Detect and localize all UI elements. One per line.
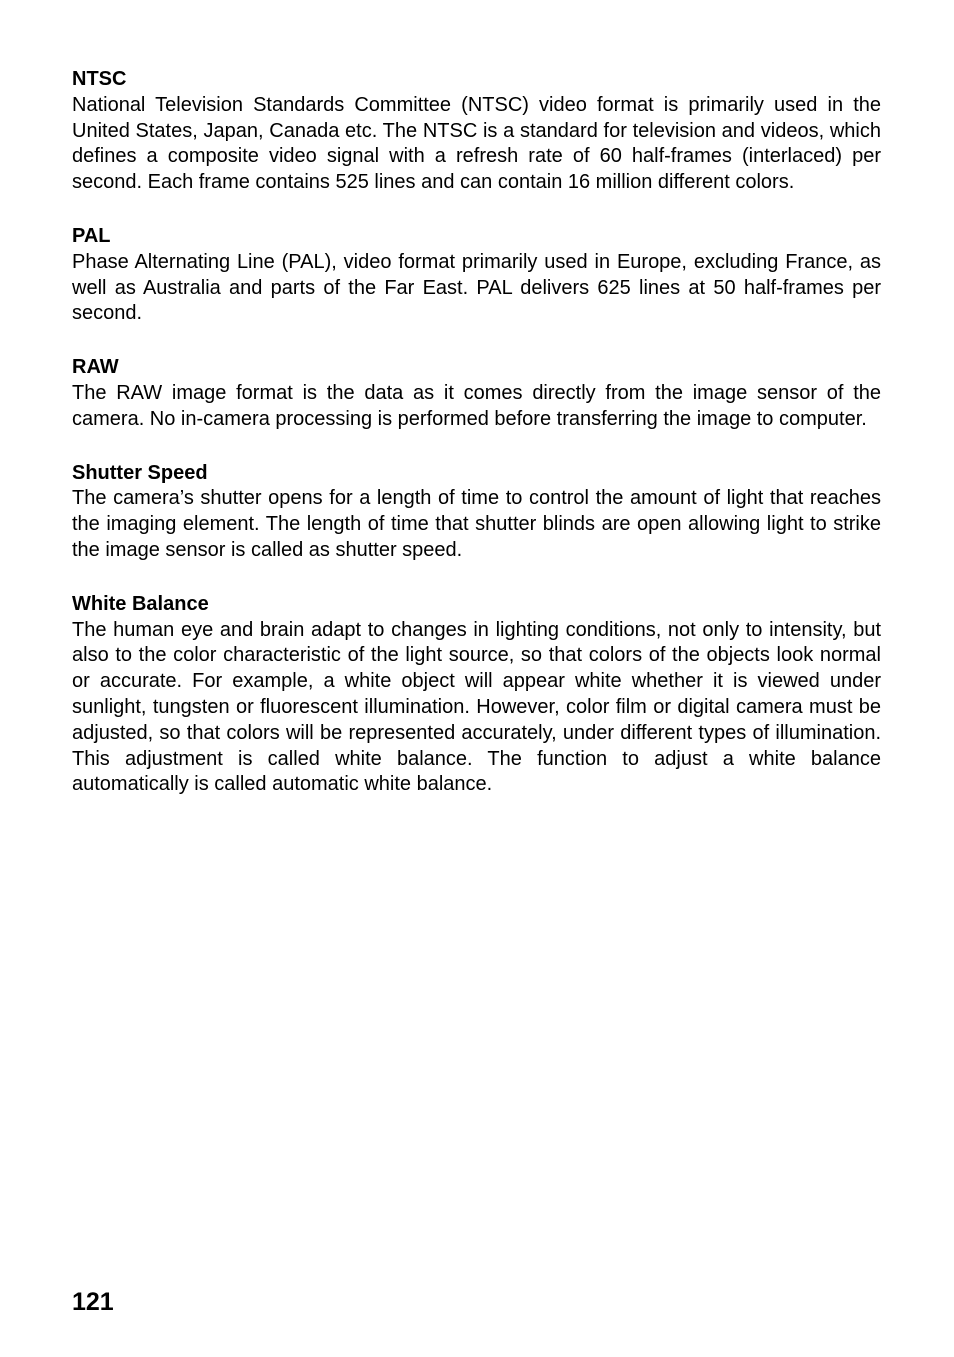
glossary-entry-white-balance [72,592,881,798]
glossary-content [72,67,881,826]
term-definition: National Television Standards Committee (NTSC) video format is primarily used in the United States, Japan, Canada etc. The NTSC is a standard for television and videos, which defines a composite video signal with a refresh rate of 60 half-frames (interlaced) per second. Each frame contains 525 lines and can contain 16 million different colors. [72,93,881,194]
glossary-entry-shutter-speed [72,461,881,564]
term-definition: The RAW image format is the data as it comes directly from the image sensor of the camera. No in-camera processing is performed before transferring the image to computer. [72,381,881,430]
term-definition: The human eye and brain adapt to changes in lighting conditions, not only to intensity, but also to the color characteristic of the light source, so that colors of the objects look normal or accurate. For example, a white object will appear white whether it is viewed under sunlight, tungsten or fluorescent illumination. However, color film or digital camera must be adjusted, so that colors will be represented accurately, under different types of illumination. This adjustment is called white balance. The function to adjust a white balance automatically is called automatic white balance. [72,618,881,796]
term-heading: White Balance [72,592,209,615]
glossary-entry-pal [72,224,881,327]
term-definition: Phase Alternating Line (PAL), video format primarily used in Europe, excluding France, as well as Australia and parts of the Far East. PAL delivers 625 lines at 50 half-frames per second. [72,250,881,325]
glossary-entry-ntsc [72,67,881,196]
term-heading: Shutter Speed [72,461,208,484]
term-heading: NTSC [72,68,127,90]
term-heading: RAW [72,356,119,379]
glossary-entry-raw [72,355,881,432]
term-definition: The camera’s shutter opens for a length of time to control the amount of light that reaches the imaging element. The length of time that shutter blinds are open allowing light to strike the image sensor is called as shutter speed. [72,487,881,561]
term-heading: PAL [72,224,111,247]
page-number: 121 [72,1288,114,1316]
